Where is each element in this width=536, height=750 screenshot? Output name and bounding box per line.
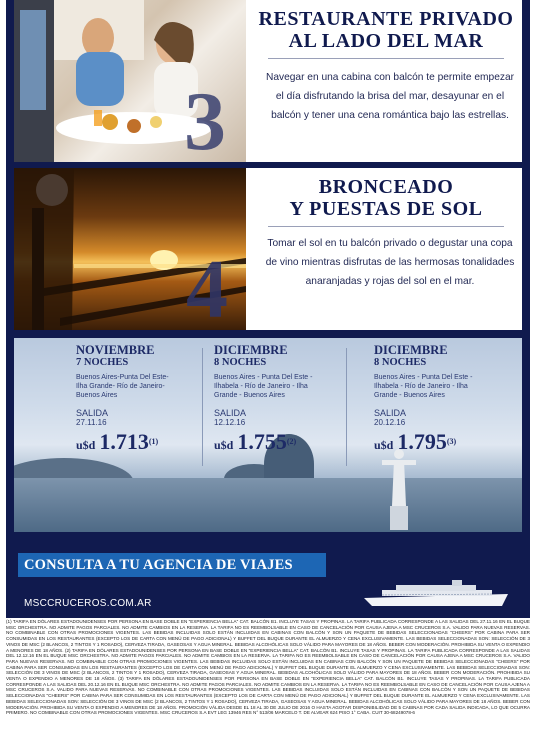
cta-banner[interactable]: CONSULTA A TU AGENCIA DE VIAJES [18, 553, 326, 577]
departure-price [374, 430, 522, 457]
departure-month: DICIEMBRE [374, 343, 448, 357]
salida-label: SALIDA [214, 408, 247, 418]
departure-nights: 7 NOCHES [76, 357, 129, 368]
departure-date: 27.11.16 [76, 418, 107, 427]
christ-statue-icon [382, 446, 416, 530]
feature-title-3 [250, 8, 522, 52]
departure-route: Buenos Aires-Punta Del Este-Ilha Grande- Río de Janeiro-Buenos Aires [76, 374, 169, 399]
price-currency: u$d [214, 438, 234, 452]
departure-card-3 [374, 344, 522, 457]
departure-card-1 [76, 344, 226, 457]
feature-text-4: Tomar el sol en tu balcón privado o degustar una copa de vino mientras disfrutas de las hermosas tonalidades anaranjadas y rojas del sol en el mar. [265, 238, 515, 287]
price-amount: 1.755 [237, 429, 287, 454]
sunset-deck-photo [14, 168, 246, 330]
departures-panel [14, 338, 522, 532]
departure-month: DICIEMBRE [214, 343, 288, 357]
breakfast-balcony-photo [14, 0, 246, 162]
salida-label: SALIDA [76, 408, 109, 418]
price-amount: 1.713 [99, 429, 149, 454]
feature-panel-4 [14, 168, 522, 330]
salida-label: SALIDA [374, 408, 407, 418]
title-line-1: BRONCEADO [318, 176, 454, 198]
departure-date: 20.12.16 [374, 418, 406, 427]
departure-route: Buenos Aires - Punta Del Este - Ilhabela - Río de Janeiro - Ilha Grande - Buenos Aires [214, 374, 313, 399]
divider [268, 226, 504, 227]
bay-water [14, 478, 522, 532]
departure-card-2 [214, 344, 364, 457]
departure-route: Buenos Aires - Punta Del Este - Ilhabela - Río de Janeiro - Ilha Grande - Buenos Aires [374, 374, 473, 399]
feature-title-4 [250, 176, 522, 220]
price-footnote: (3) [446, 437, 457, 446]
title-line-2: Y PUESTAS DE SOL [289, 198, 483, 220]
departure-price [214, 430, 364, 457]
price-amount: 1.795 [397, 429, 447, 454]
feature-text-3: Navegar en una cabina con balcón te permite empezar el día disfrutando la brisa del mar, desayunar en el balcón y tener una cena romántica bajo las estrellas. [265, 72, 515, 121]
feature-panel-3 [14, 0, 522, 162]
price-currency: u$d [76, 438, 96, 452]
legal-disclaimer: (1) TARIFA EN DÓLARES ESTADOUNIDENSES POR PERSONA EN BASE DOBLE EN "EXPERIENCIA BELLA" CAT. BALCÓN B1. INCLUYE TASAS Y PROPINAS. LA TARIFA PUBLICADA CORRESPONDE A LAS SALIDAS DEL 27.11.16 EN EL BUQUE MSC ORCHESTRA. NO ADMITE PAGOS PARCIALES. NO ADMITE CAMBIOS EN LA RESERVA. LA TARIFA NO ES REEMBOLSABLE EN CASO DE CANCELACIÓN POR CAUSA AJENA A MSC CRUCEROS S.A. VALIDO PARA NUEVAS RESERVAS. NO COMBINABLE CON OTRAS PROMOCIONES VIGENTES. LAS BEBIDAS INCLUIDAS SOLO ESTÁN INCLUIDAS EN CABINAS CON BALCÓN Y SON UN PAQUETE DE BEBIDAS SELECCIONADAS "CHEERS" POR CABINA PARA SER CONSUMIDAS EN LOS RESTAURANTES (EXCEPTO LOS DE CARTA CON MENÚ DE PAGO ADICIONAL) Y BUFFET DEL BUQUE DURANTE EL ALMUERZO Y CENA EXCLUSIVAMENTE. LAS BEBIDAS SELECCIONADAS SON: SELECCIÓN DE 3 VINOS DE MSC (2 BLANCOS, 2 TINTOS Y 1 ROSADO), CERVEZA TIRADA, GASEOSAS Y AGUA MINERAL. BEBIDAS ALCOHÓLICAS SOLO VÁLIDO PARA MAYORES DE 18 AÑOS. BEBER CON MODERACIÓN. PROHIBIDA SU VENTA O EXPENDIO A MENORES DE 18 AÑOS. (2) TARIFA EN DÓLARES ESTADOUNIDENSES POR PERSONA EN BASE DOBLE EN "EXPERIENCIA BELLA" CAT. BALCÓN B1. INCLUYE TASAS Y PROPINAS. LA TARIFA PUBLICADA CORRESPONDE A LAS SALIDAS DEL 12.12.16 EN EL BUQUE MSC ORCHESTRA. NO ADMITE PAGOS PARCIALES. NO ADMITE CAMBIOS EN LA RESERVA. LA TARIFA NO ES REEMBOLSABLE EN CASO DE CANCELACIÓN POR CAUSA AJENA A MSC CRUCEROS S.A. VALIDO PARA NUEVAS RESERVAS. NO COMBINABLE CON OTRAS PROMOCIONES VIGENTES. LAS BEBIDAS INCLUIDAS SOLO ESTÁN INCLUIDAS EN CABINAS CON BALCÓN Y SON UN PAQUETE DE BEBIDAS SELECCIONADAS "CHEERS" POR CABINA PARA SER CONSUMIDAS EN LOS RESTAURANTES (EXCEPTO LOS DE CARTA CON MENÚ DE PAGO ADICIONAL) Y BUFFET DEL BUQUE DURANTE EL ALMUERZO Y CENA EXCLUSIVAMENTE. LAS BEBIDAS SELECCIONADAS SON: SELECCIÓN DE 3 VINOS DE MSC (2 BLANCOS, 2 TINTOS Y 1 ROSADO), CERVEZA TIRADA, GASEOSAS Y AGUA MINERAL. BEBIDAS ALCOHÓLICAS SOLO VÁLIDO PARA MAYORES DE 18 AÑOS. BEBER CON MODERACIÓN. PROHIBIDA SU VENTA O EXPENDIO A MENORES DE 18 AÑOS. (3) TARIFA EN DÓLARES ESTADOUNIDENSES POR PERSONA EN BASE DOBLE EN "EXPERIENCIA BELLA" CAT. BALCÓN B1. INCLUYE TASAS Y PROPINAS. LA TARIFA PUBLICADA CORRESPONDE A LAS SALIDAS DEL 20.12.16 EN EL BUQUE MSC ORCHESTRA. NO ADMITE PAGOS PARCIALES. NO ADMITE CAMBIOS EN LA RESERVA. LA TARIFA NO ES REEMBOLSABLE EN CASO DE CANCELACIÓN POR CAUSA AJENA A MSC CRUCEROS S.A. VALIDO PARA NUEVAS RESERVAS. NO COMBINABLE CON OTRAS PROMOCIONES VIGENTES. LAS BEBIDAS INCLUIDAS SOLO ESTÁN INCLUIDAS EN CABINAS CON BALCÓN Y SON UN PAQUETE DE BEBIDAS SELECCIONADAS "CHEERS" POR CABINA PARA SER CONSUMIDAS EN LOS RESTAURANTES (EXCEPTO LOS DE CARTA CON MENÚ DE PAGO ADICIONAL) Y BUFFET DEL BUQUE DURANTE EL ALMUERZO Y CENA EXCLUSIVAMENTE. LAS BEBIDAS SELECCIONADAS SON: SELECCIÓN DE 3 VINOS DE MSC (2 BLANCOS, 2 TINTOS Y 1 ROSADO), CERVEZA TIRADA, GASEOSAS Y AGUA MINERAL. BEBIDAS ALCOHÓLICAS SOLO VÁLIDO PARA MAYORES DE 18 AÑOS. BEBER CON MODERACIÓN. PROHIBIDA SU VENTA O EXPENDIO A MENORES DE 18 AÑOS. PROMOCIÓN VÁLIDA DESDE EL 18 AL 30 DE JULIO DE 2016 O HASTA AGOTAR DISPONIBILIDAD DE 5 CABINAS POR CADA SALIDA INDICADA, LO QUE OCURRA PRIMERO. NO COMBINABLE CON OTRAS PROMOCIONES VIGENTES. MSC CRUCEROS S.A EVT LEG 13946 RES N° 513/06 MARCELO T. DE ALVEAR 624 PISO 1° CABA. CUIT 30-68249078-6 [6, 619, 530, 716]
price-currency: u$d [374, 438, 394, 452]
departure-nights: 8 NOCHES [214, 357, 267, 368]
departure-price [76, 430, 226, 457]
cruise-ship-icon [362, 578, 510, 608]
website-link[interactable]: MSCCRUCEROS.COM.AR [24, 598, 152, 609]
title-line-2: AL LADO DEL MAR [288, 30, 484, 52]
departure-date: 12.12.16 [214, 418, 246, 427]
divider [268, 58, 504, 59]
departure-nights: 8 NOCHES [374, 357, 427, 368]
title-line-1: RESTAURANTE PRIVADO [258, 8, 514, 30]
price-footnote: (2) [286, 437, 297, 446]
departure-month: NOVIEMBRE [76, 343, 155, 357]
feature-number-4: 4 [186, 243, 228, 330]
price-footnote: (1) [148, 437, 159, 446]
feature-number-3: 3 [184, 75, 226, 162]
